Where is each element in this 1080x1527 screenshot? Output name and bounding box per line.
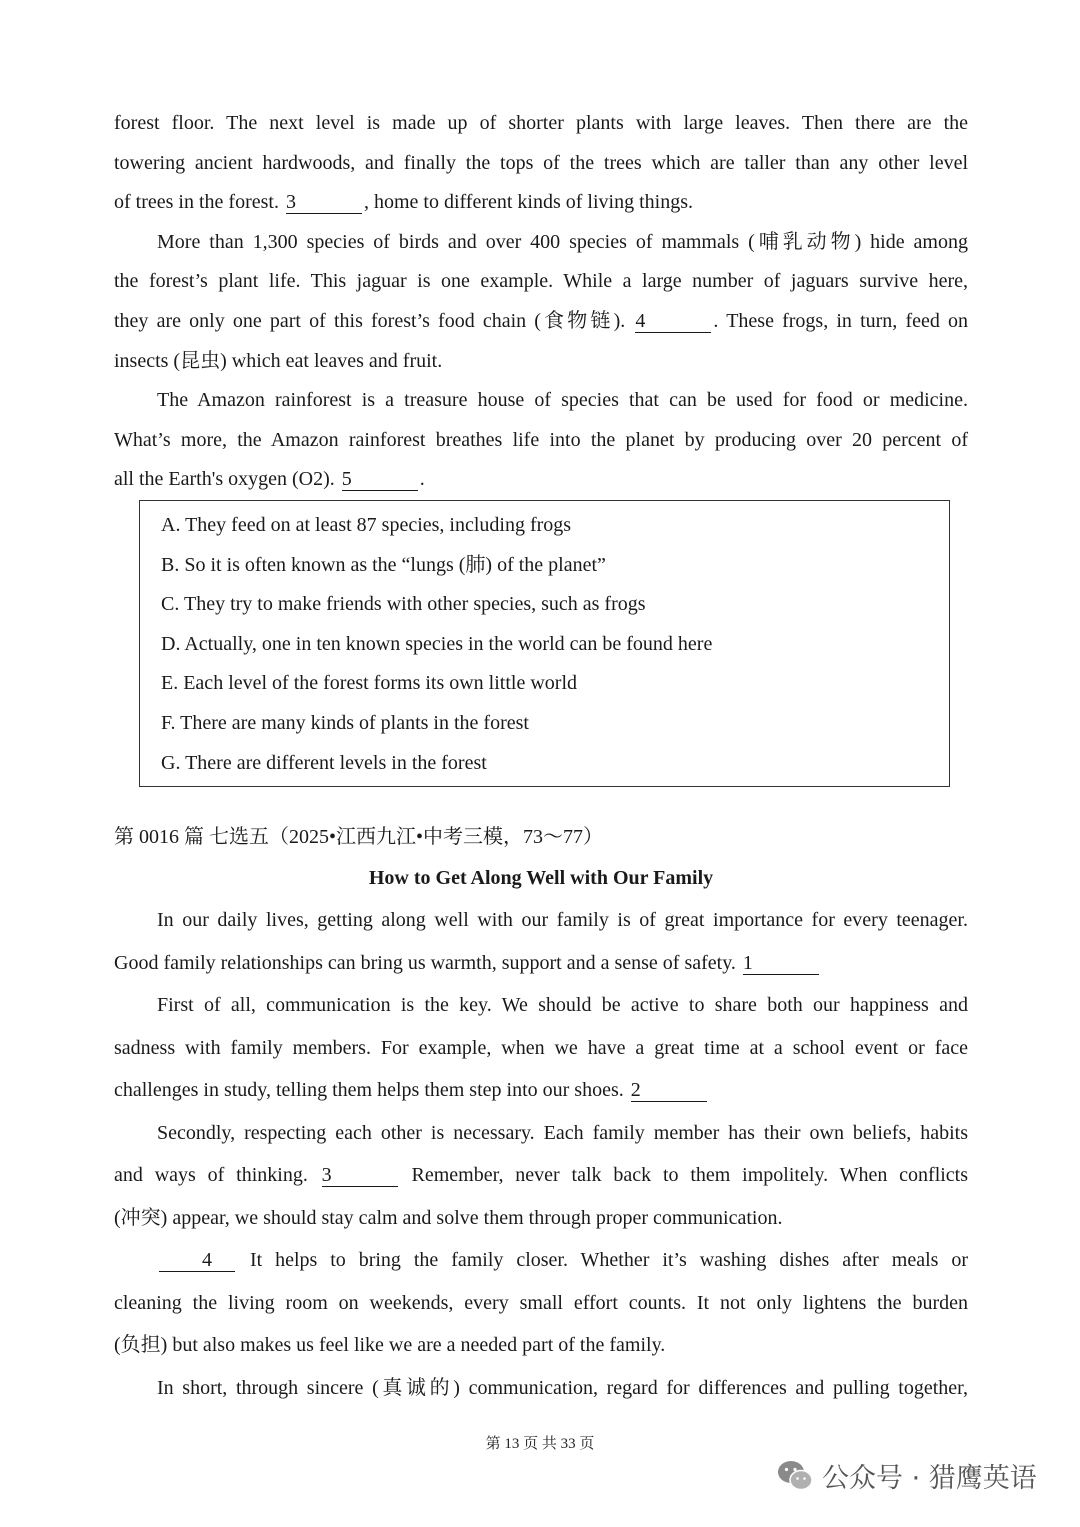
paragraph-line: and ways of thinking. 3 Remember, never talk back to them impolitely. When conflicts — [114, 1164, 969, 1187]
answer-blank[interactable]: 5 — [342, 468, 418, 491]
option-e: E. Each level of the forest forms its own little world — [161, 672, 578, 695]
paragraph-line: First of all, communication is the key. We should be active to share both our happiness and — [157, 994, 968, 1017]
answer-blank[interactable]: 3 — [322, 1164, 398, 1187]
answer-blank[interactable]: 3 — [286, 191, 362, 214]
option-a: A. They feed on at least 87 species, including frogs — [161, 513, 572, 536]
watermark-text: 公众号 · 猎鹰英语 — [822, 1463, 1037, 1494]
page-number: 第 13 页 共 33 页 — [485, 1436, 595, 1452]
paragraph-line: of trees in the forest. 3 , home to different kinds of living things. — [114, 191, 693, 214]
paragraph-line: In short, through sincere (真诚的) communication, regard for differences and pulling together, — [157, 1376, 968, 1399]
section-title: 第 0016 篇 七选五（2025•江西九江•中考三模，73～77） — [114, 826, 604, 849]
option-g: G. There are different levels in the forest — [161, 751, 487, 774]
paragraph-line: they are only one part of this forest’s food chain (食物链). 4 . These frogs, in turn, feed on — [114, 309, 969, 332]
answer-blank[interactable]: 4 — [159, 1249, 235, 1272]
option-c: C. They try to make friends with other species, such as frogs — [161, 593, 646, 616]
answer-blank[interactable]: 1 — [743, 952, 819, 975]
option-d: D. Actually, one in ten known species in the world can be found here — [161, 632, 713, 655]
paragraph-line: sadness with family members. For example, when we have a great time at a school event or face — [114, 1036, 968, 1059]
paragraph-line: Good family relationships can bring us warmth, support and a sense of safety. 1 — [114, 942, 968, 985]
paragraph-line: 4 It helps to bring the family closer. Whether it’s washing dishes after meals or — [114, 1239, 968, 1282]
paragraph-line: forest floor. The next level is made up of shorter plants with large leaves. Then there are the — [114, 112, 968, 134]
answer-blank[interactable]: 4 — [635, 310, 711, 333]
paragraph-line: More than 1,300 species of birds and over 400 species of mammals (哺乳动物) hide among — [157, 230, 968, 253]
document-page — [114, 104, 968, 1409]
paragraph-line: towering ancient hardwoods, and finally the tops of the trees which are taller than any other level — [114, 151, 968, 174]
paragraph-line: challenges in study, telling them helps them step into our shoes. 2 — [114, 1069, 968, 1112]
wechat-watermark — [776, 1456, 1037, 1495]
paragraph-line: all the Earth's oxygen (O2). 5 . — [114, 468, 425, 491]
article-title: How to Get Along Well with Our Family — [368, 867, 714, 890]
paragraph-line: the forest’s plant life. This jaguar is one example. While a large number of jaguars survive here, — [114, 270, 968, 293]
paragraph-line: Secondly, respecting each other is necessary. Each family member has their own beliefs, habits — [157, 1121, 968, 1144]
options-box — [139, 500, 950, 787]
passage-1 — [114, 104, 968, 500]
paragraph-line: In our daily lives, getting along well with our family is of great importance for every teenager. — [157, 909, 968, 932]
answer-blank[interactable]: 2 — [631, 1079, 707, 1102]
paragraph-line: The Amazon rainforest is a treasure house of species that can be used for food or medicine. — [157, 389, 968, 412]
paragraph-line: What’s more, the Amazon rainforest breathes life into the planet by producing over 20 percent of — [114, 428, 968, 451]
option-f: F. There are many kinds of plants in the forest — [161, 711, 529, 734]
paragraph-line: (冲突) appear, we should stay calm and solve them through proper communication. — [114, 1206, 783, 1229]
passage-2 — [114, 899, 968, 1409]
paragraph-line: cleaning the living room on weekends, every small effort counts. It not only lightens the burden — [114, 1291, 968, 1314]
option-b: B. So it is often known as the “lungs (肺) of the planet” — [161, 553, 606, 576]
paragraph-line: (负担) but also makes us feel like we are a needed part of the family. — [114, 1334, 666, 1357]
wechat-icon — [776, 1459, 814, 1493]
paragraph-line: insects (昆虫) which eat leaves and fruit. — [114, 349, 443, 372]
